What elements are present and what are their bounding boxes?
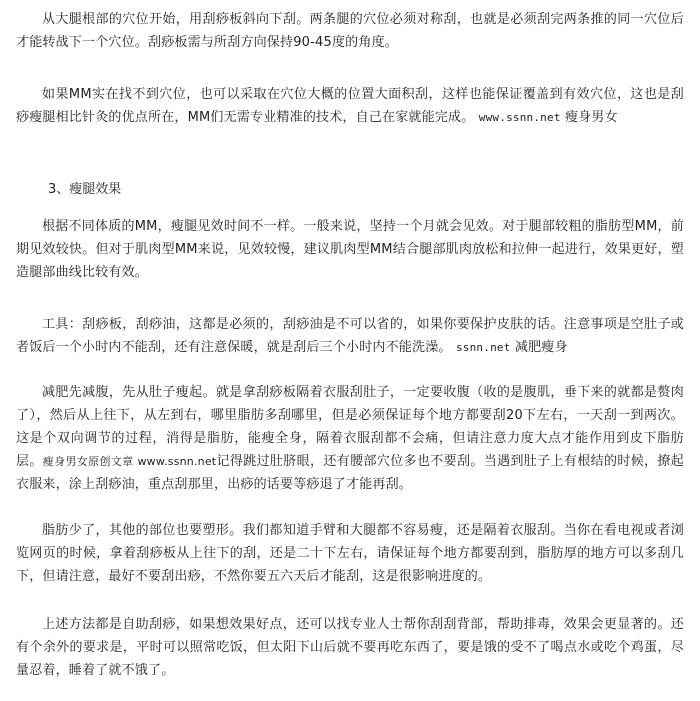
paragraph-5-text-a: 减肥先减腹，先从肚子瘦起。就是拿刮痧板隔着衣服刮肚子，一定要收腹（收的是腹肌，垂下来的就都是赘肉了），然后从上往下，从左到右，哪里脂肪多刮哪里，但是必须保证每个地方都要刮20下左右，一天刮一到两次。这是个双向调节的过程，消得是脂肪，能瘦全身，隔着衣服刮都不会痛，但请注意力度大点才能作用到皮下脂肪层。	[16, 385, 684, 469]
section-heading-text: 3、瘦腿效果	[48, 182, 122, 197]
paragraph-1-text: 从大腿根部的穴位开始，用刮痧板斜向下刮。两条腿的穴位必须对称刮，也就是必须刮完两条推的同一穴位后才能转战下一个穴位。刮痧板需与所刮方向保持90-45度的角度。	[16, 12, 684, 50]
paragraph-7-text: 上述方法都是自助刮痧，如果想效果好点，还可以找专业人士帮你刮刮背部，帮助排毒，效果会更显著的。还有个余外的要求是，平时可以照常吃饭，但太阳下山后就不要再吃东西了，要是饿的受不了喝点水或吃个鸡蛋，尽量忍着，睡着了就不饿了。	[16, 617, 684, 678]
section-heading	[48, 178, 121, 201]
paragraph-3	[16, 215, 684, 284]
watermark-url: www.ssnn.net	[478, 111, 561, 124]
paragraph-5-text-b: 记得跳过肚脐眼，还有腰部穴位多也不要刮。当遇到肚子上有根结的时候，撩起衣服来，涂上刮痧油，重点刮那里，出痧的话要等痧退了才能再刮。	[16, 454, 684, 492]
paragraph-6-text: 脂肪少了，其他的部位也要塑形。我们都知道手臂和大腿都不容易瘦，还是隔着衣服刮。当你在看电视或者浏览网页的时候，拿着刮痧板从上往下的刮，还是二十下左右，请保证每个地方都要刮到，脂肪厚的地方可以多刮几下，但请注意，最好不要刮出痧，不然你要五六天后才能刮，这是很影响进度的。	[16, 523, 684, 584]
paragraph-2-text: 如果MM实在找不到穴位，也可以采取在穴位大概的位置大面积刮，这样也能保证覆盖到有效穴位，这也是刮痧瘦腿相比针灸的优点所在，MM们无需专业精准的技术，自己在家就能完成。	[16, 87, 684, 125]
watermark-site-name: 减肥瘦身	[514, 340, 568, 355]
paragraph-6	[16, 519, 684, 588]
paragraph-1	[16, 8, 684, 54]
paragraph-7	[16, 613, 684, 682]
paragraph-3-text: 根据不同体质的MM，瘦腿见效时间不一样。一般来说，坚持一个月就会见效。对于腿部较粗的脂肪型MM，前期见效较快。但对于肌肉型MM来说，见效较慢，建议肌肉型MM结合腿部肌肉放松和拉伸一起进行，效果更好，塑造腿部曲线比较有效。	[16, 219, 684, 280]
paragraph-4-text: 工具：刮痧板，刮痧油，这都是必须的，刮痧油是不可以省的，如果你要保护皮肤的话。注意事项是空肚子或者饭后一个小时内不能刮，还有注意保暖，就是刮后三个小时内不能洗澡。	[16, 317, 684, 355]
watermark-original-article: 瘦身男女原创文章 www.ssnn.net	[42, 455, 217, 468]
watermark-url: ssnn.net	[455, 341, 511, 354]
watermark-site-name: 瘦身男女	[565, 110, 618, 125]
paragraph-5	[16, 381, 684, 496]
paragraph-4	[16, 313, 684, 359]
paragraph-2	[16, 83, 684, 129]
